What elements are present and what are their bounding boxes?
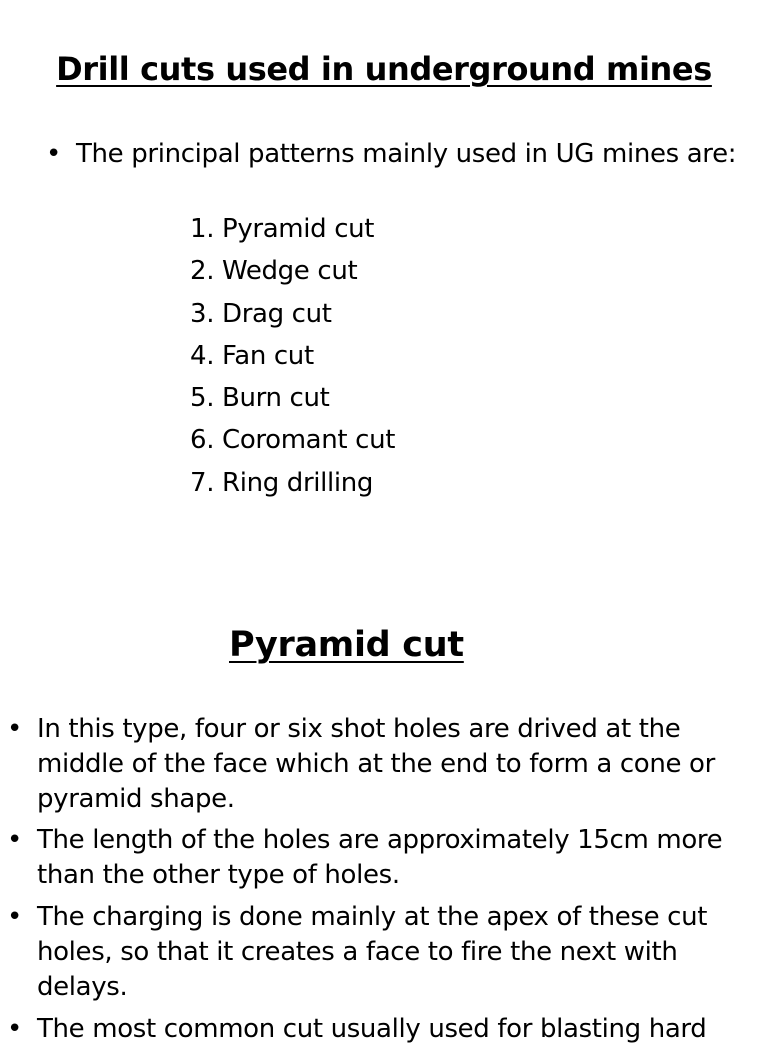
bullet-marker: • [7, 825, 22, 855]
bullet-text: The charging is done mainly at the apex of these cut holes, so that it creates a face to fire the next with delays. [37, 902, 708, 1002]
cut-list [190, 212, 395, 508]
list-item: 2. Wedge cut [190, 256, 358, 287]
bullet-marker: • [7, 1014, 22, 1044]
content-bullet [7, 1012, 757, 1047]
slide-title: Pyramid cut [229, 625, 464, 665]
bullet-text: The most common cut usually used for blasting hard [37, 1014, 707, 1044]
list-item: 7. Ring drilling [190, 467, 374, 498]
list-item: 4. Fan cut [190, 340, 314, 371]
slide-title: Drill cuts used in underground mines [56, 50, 712, 88]
list-item: 5. Burn cut [190, 383, 330, 414]
intro-bullet [46, 137, 746, 172]
content-bullet [7, 900, 757, 1005]
slide-pyramid-cut [0, 600, 768, 1044]
list-item: 1. Pyramid cut [190, 214, 375, 244]
bullet-text: The length of the holes are approximately 15cm more than the other type of holes. [37, 825, 723, 890]
content-bullet [7, 712, 757, 817]
bullet-text: The principal patterns mainly used in UG mines are: [76, 139, 737, 169]
list-item: 6. Coromant cut [190, 425, 396, 456]
bullet-marker: • [7, 902, 22, 932]
bullet-marker: • [46, 139, 61, 169]
bullet-text: In this type, four or six shot holes are drived at the middle of the face which at the end to form a cone or pyramid shape. [37, 714, 715, 814]
list-item: 3. Drag cut [190, 298, 332, 329]
content-bullet [7, 823, 757, 893]
bullet-marker: • [7, 714, 22, 744]
